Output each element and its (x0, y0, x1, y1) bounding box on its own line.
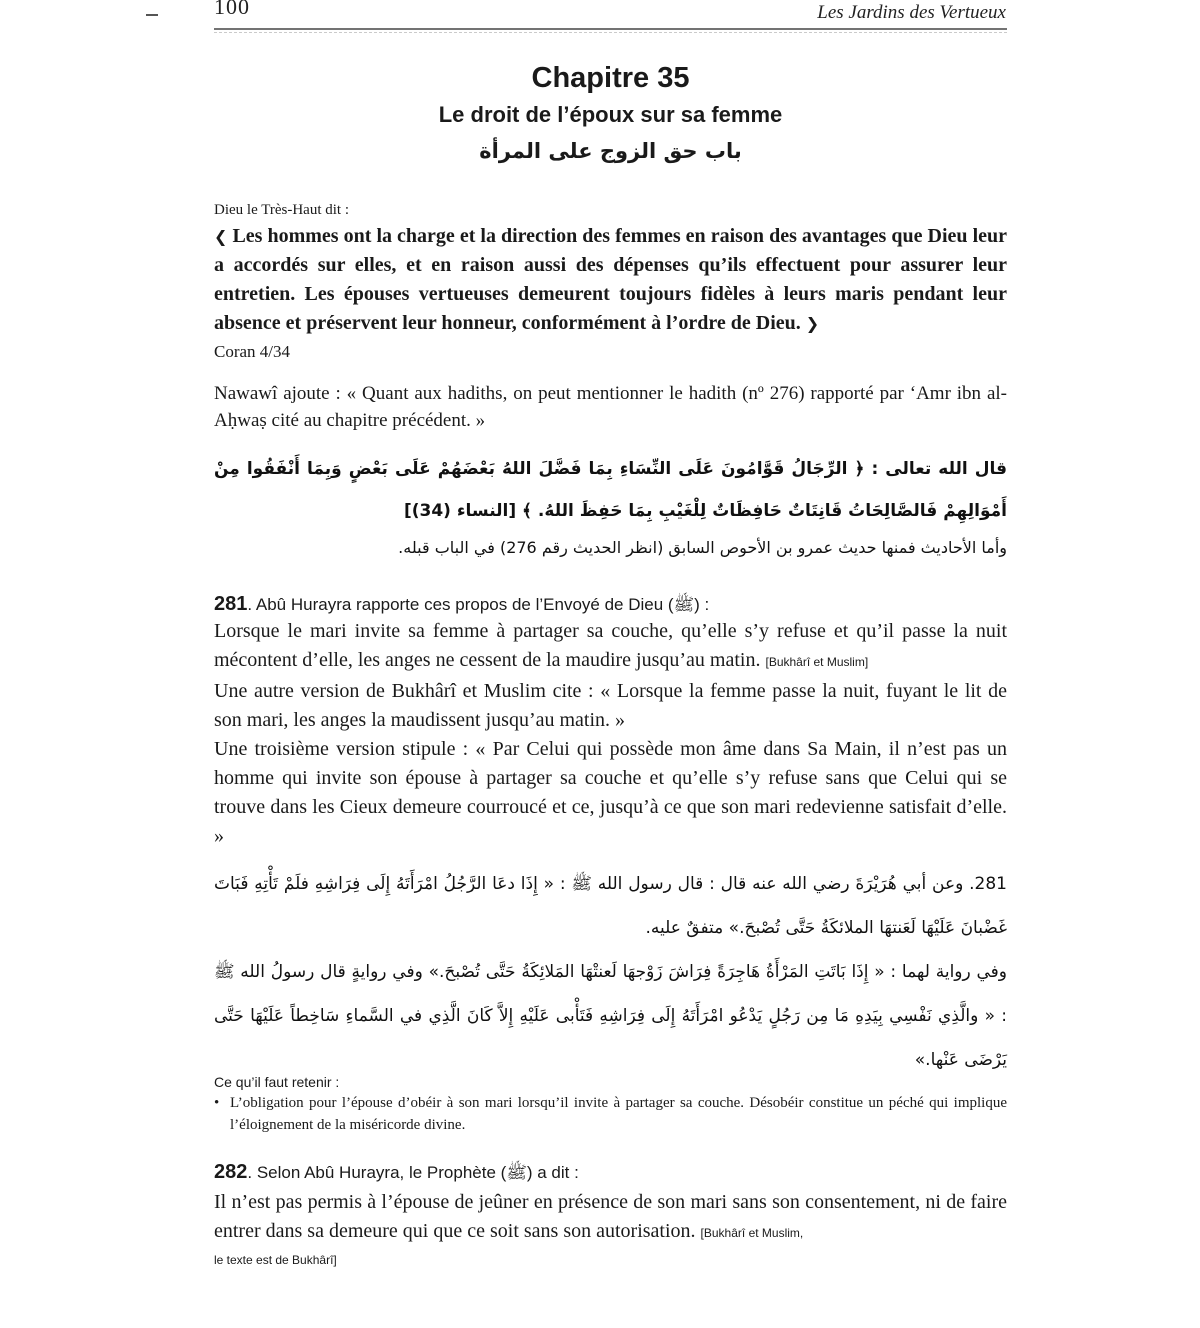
verse-close-mark-icon: ❯ (805, 314, 820, 333)
verse-open-mark-icon: ❮ (214, 227, 228, 246)
quran-verse (214, 222, 1007, 338)
hadith-source: [Bukhârî et Muslim, (700, 1226, 804, 1240)
arabic-note: وأما الأحاديث فمنها حديث عمرو بن الأحوص السابق (انظر الحديث رقم 276) في الباب قبله. (398, 538, 1007, 557)
hadith-281-arabic (214, 862, 1007, 1082)
arabic-paragraph: 281. وعن أبي هُرَيْرَةَ رضي الله عنه قال : قال رسول الله ﷺ : « إِذَا دعَا الرَّجُلُ امْرَأَتَهُ إِلَى فِرَاشِهِ فلَمْ تَأْتِهِ فَبَاتَ غَضْبانَ عَلَيْهَا لَعَنتهَا الملائكَةُ حَتَّى تُصْبحَ.» متفقٌ عليه. (214, 874, 1007, 938)
chapter-title: Chapitre 35 (531, 62, 690, 94)
hadith-heading-text: . Abû Hurayra rapporte ces propos de l’Envoyé de Dieu (ﷺ) : (247, 595, 710, 614)
header-rule (214, 28, 1007, 30)
hadith-282-body (214, 1188, 1007, 1272)
arabic-paragraph: وفي رواية لهما : « إِذَا بَاتَتِ المَرْأَةُ هَاجِرَةً فِرَاشَ زَوْجهَا لَعنتْهَا المَلائِكَةُ حَتَّى تُصْبحَ.» وفي روايةٍ قال رسولُ الله ﷺ : « والَّذِي نَفْسِي بِيَدِهِ مَا مِن رَجُلٍ يَدْعُو امْرَأَتَهُ إِلَى فِرَاشِهِ فَتَأْبى عَلَيْهِ إِلاَّ كَانَ الَّذِي في السَّماءِ سَاخِطاً عَلَيْهَا حَتَّى يَرْضَى عَنْها.» (214, 962, 1007, 1070)
hadith-282-heading (214, 1160, 1007, 1185)
hadith-paragraph: Une autre version de Bukhârî et Muslim cite : « Lorsque la femme passe la nuit, fuyant le lit de son mari, les anges la maudissent jusqu’au matin. » (214, 680, 1007, 731)
nawawi-note: Nawawî ajoute : « Quant aux hadiths, on peut mentionner le hadith (nº 276) rapporté par ‘Amr ibn al-Aḥwaṣ cité au chapitre précédent. » (214, 383, 1007, 431)
hadith-281-body (214, 617, 1007, 851)
chapter-heading (214, 58, 1007, 170)
hadith-heading-text: . Selon Abû Hurayra, le Prophète (ﷺ) a dit : (247, 1163, 579, 1182)
header-rule-shadow (214, 32, 1007, 33)
bullet-icon: • (214, 1095, 220, 1111)
chapter-subtitle: Le droit de l’époux sur sa femme (438, 102, 783, 127)
retain-title: Ce qu’il faut retenir : (214, 1074, 340, 1090)
retain-item (214, 1092, 1007, 1136)
running-head: Les Jardins des Vertueux (817, 2, 1006, 23)
quran-verse-text: Les hommes ont la charge et la direction des femmes en raison des avantages que Dieu leur a accordés sur elles, et en raison aussi des dépenses qu’ils effectuent pour assurer leur entretien. Les épouses vertueuses demeurent toujours fidèles à leurs maris pendant leur absence et préservent leur honneur, conformément à l’ordre de Dieu. (214, 225, 1008, 334)
retain-item-text: L’obligation pour l’épouse d’obéir à son mari lorsqu’il invite à partager sa couche. Désobéir constitue un péché qui implique l’éloignement de la miséricorde divine. (230, 1095, 1007, 1133)
quran-intro: Dieu le Très-Haut dit : (214, 202, 349, 218)
hadith-paragraph (214, 617, 1007, 677)
margin-mark (146, 14, 158, 16)
hadith-source: [Bukhârî et Muslim] (765, 655, 869, 669)
hadith-paragraph-text: Il n’est pas permis à l’épouse de jeûner en présence de son mari sans son consentement, ni de faire entrer dans sa demeure qui que ce soit sans son autorisation. (214, 1191, 1007, 1242)
arabic-verse: قال الله تعالى : ﴿ الرِّجَالُ قَوَّامُونَ عَلَى النِّسَاءِ بِمَا فَضَّلَ اللهُ بَعْضَهُمْ عَلَى بَعْضٍ وَبِمَا أَنْفَقُوا مِنْ أَمْوَالِهِمْ فَالصَّالِحَاتُ قَانِتَاتٌ حَافِظَاتٌ لِلْغَيْبِ بِمَا حَفِظَ اللهُ. ﴾ [النساء (34)] (214, 459, 1007, 521)
quran-reference: Coran 4/34 (214, 342, 291, 361)
hadith-number: 282 (214, 1161, 248, 1183)
hadith-number: 281 (214, 593, 248, 615)
hadith-281-heading (214, 592, 1007, 617)
retain-list (214, 1092, 1007, 1136)
page-number: 100 (214, 0, 250, 19)
hadith-source-continued: le texte est de Bukhârî] (214, 1253, 337, 1267)
chapter-arabic-title: باب حق الزوج على المرأة (479, 139, 742, 163)
hadith-paragraph-text: Lorsque le mari invite sa femme à partager sa couche, qu’elle s’y refuse et qu’il passe la nuit mécontent d’elle, les anges ne cessent de la maudire jusqu’au matin. (214, 620, 1007, 671)
hadith-paragraph: Une troisième version stipule : « Par Celui qui possède mon âme dans Sa Main, il n’est pas un homme qui invite son épouse à partager sa couche et qu’elle s’y refuse sans que Celui qui se trouve dans les Cieux demeure courroucé et ce, jusqu’à ce que son mari redevienne satisfait d’elle. » (214, 738, 1007, 847)
